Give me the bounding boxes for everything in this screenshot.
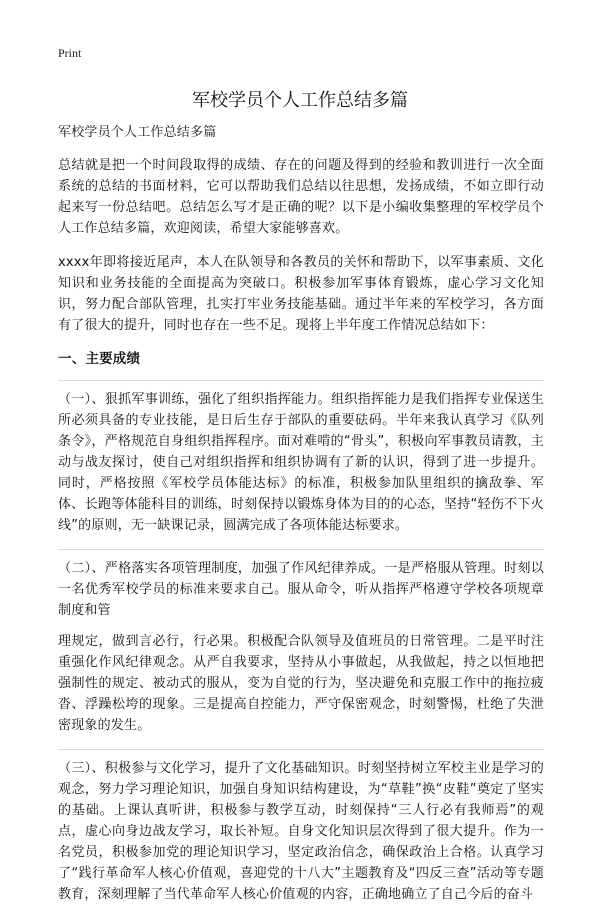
document-body (58, 122, 544, 918)
achievement-item-2-part-1: （二）、严格落实各项管理制度，加强了作风纪律养成。一是严格服从管理。时刻以一名优秀军校学员的标准来要求自己。服从命令，听从指挥严格遵守学校各项规章制度和管 (58, 561, 544, 618)
print-link[interactable]: Print (58, 46, 82, 60)
overview-paragraph: xxxx年即将接近尾声，本人在队领导和各教员的关怀和帮助下，以军事素质、文化知识和业务技能的全面提高为突破口。积极参加军事体育锻炼，虚心学习文化知识，努力配合部队管理，扎实打牢业务技能基础。通过半年来的军校学习，各方面有了很大的提升，同时也存在一些不足。现将上半年度工作情况总结如下： (58, 255, 544, 333)
intro-paragraph: 总结就是把一个时间段取得的成绩、存在的问题及得到的经验和教训进行一次全面系统的总结的书面材料，它可以帮助我们总结以往思想，发扬成绩，不如立即行动起来写一份总结吧。总结怎么写才是正确的呢？以下是小编收集整理的军校学员个人工作总结多篇，欢迎阅读，希望大家能够喜欢。 (58, 158, 544, 236)
divider (58, 749, 544, 750)
divider (58, 549, 544, 550)
achievement-item-2-part-2: 理规定，做到言必行，行必果。积极配合队领导及值班员的日常管理。二是平时注重强化作风纪律观念。从严自我要求，坚持从小事做起，从我做起，持之以恒地把强制性的规定、被动式的服从，变为自觉的行为，坚决避免和克服工作中的拖拉疲沓、浮躁松垮的现象。三是提高自控能力，严守保密观念，时刻警惕，杜绝了失泄密现象的发生。 (58, 634, 544, 733)
divider (58, 380, 544, 381)
document-subtitle: 军校学员个人工作总结多篇 (58, 125, 217, 140)
achievement-item-3: （三）、积极参与文化学习，提升了文化基础知识。时刻坚持树立军校主业是学习的观念，努力学习理论知识，加强自身知识结构建设，为“草鞋”换“皮鞋”奠定了坚实的基础。上课认真听讲，积极参与教学互动，时刻保持“三人行必有我师焉”的观点，虚心向身边战友学习，取长补短。自身文化知识层次得到了很大提升。作为一名党员，积极参加党的理论知识学习，坚定政治信念，确保政治上合格。认真学习了“践行革命军人核心价值观，喜迎党的十八大”主题教育及“四反三查”活动等专题教育，深刻理解了当代革命军人核心价值观的内容，正确地确立了自己今后的奋斗 (58, 761, 544, 902)
section-heading: 一、主要成绩 (58, 351, 141, 367)
document-title: 军校学员个人工作总结多篇 (192, 90, 408, 111)
achievement-item-1: （一）、狠抓军事训练，强化了组织指挥能力。组织指挥能力是我们指挥专业保送生所必须具备的专业技能，是日后生存于部队的重要砝码。半年来我认真学习《队列条令》，严格规范自身组织指挥程序。面对难啃的“骨头”，积极向军事教员请教，主动与战友探讨，使自己对组织指挥和组织协调有了新的认识，得到了进一步提升。同时，严格按照《军校学员体能达标》的标准，积极参加队里组织的擒敌拳、军体、长跑等体能科目的训练，时刻保持以锻炼身体为目的的心态，坚持“轻伤不下火线”的原则，无一缺课记录，圆满完成了各项体能达标要求。 (58, 392, 544, 533)
